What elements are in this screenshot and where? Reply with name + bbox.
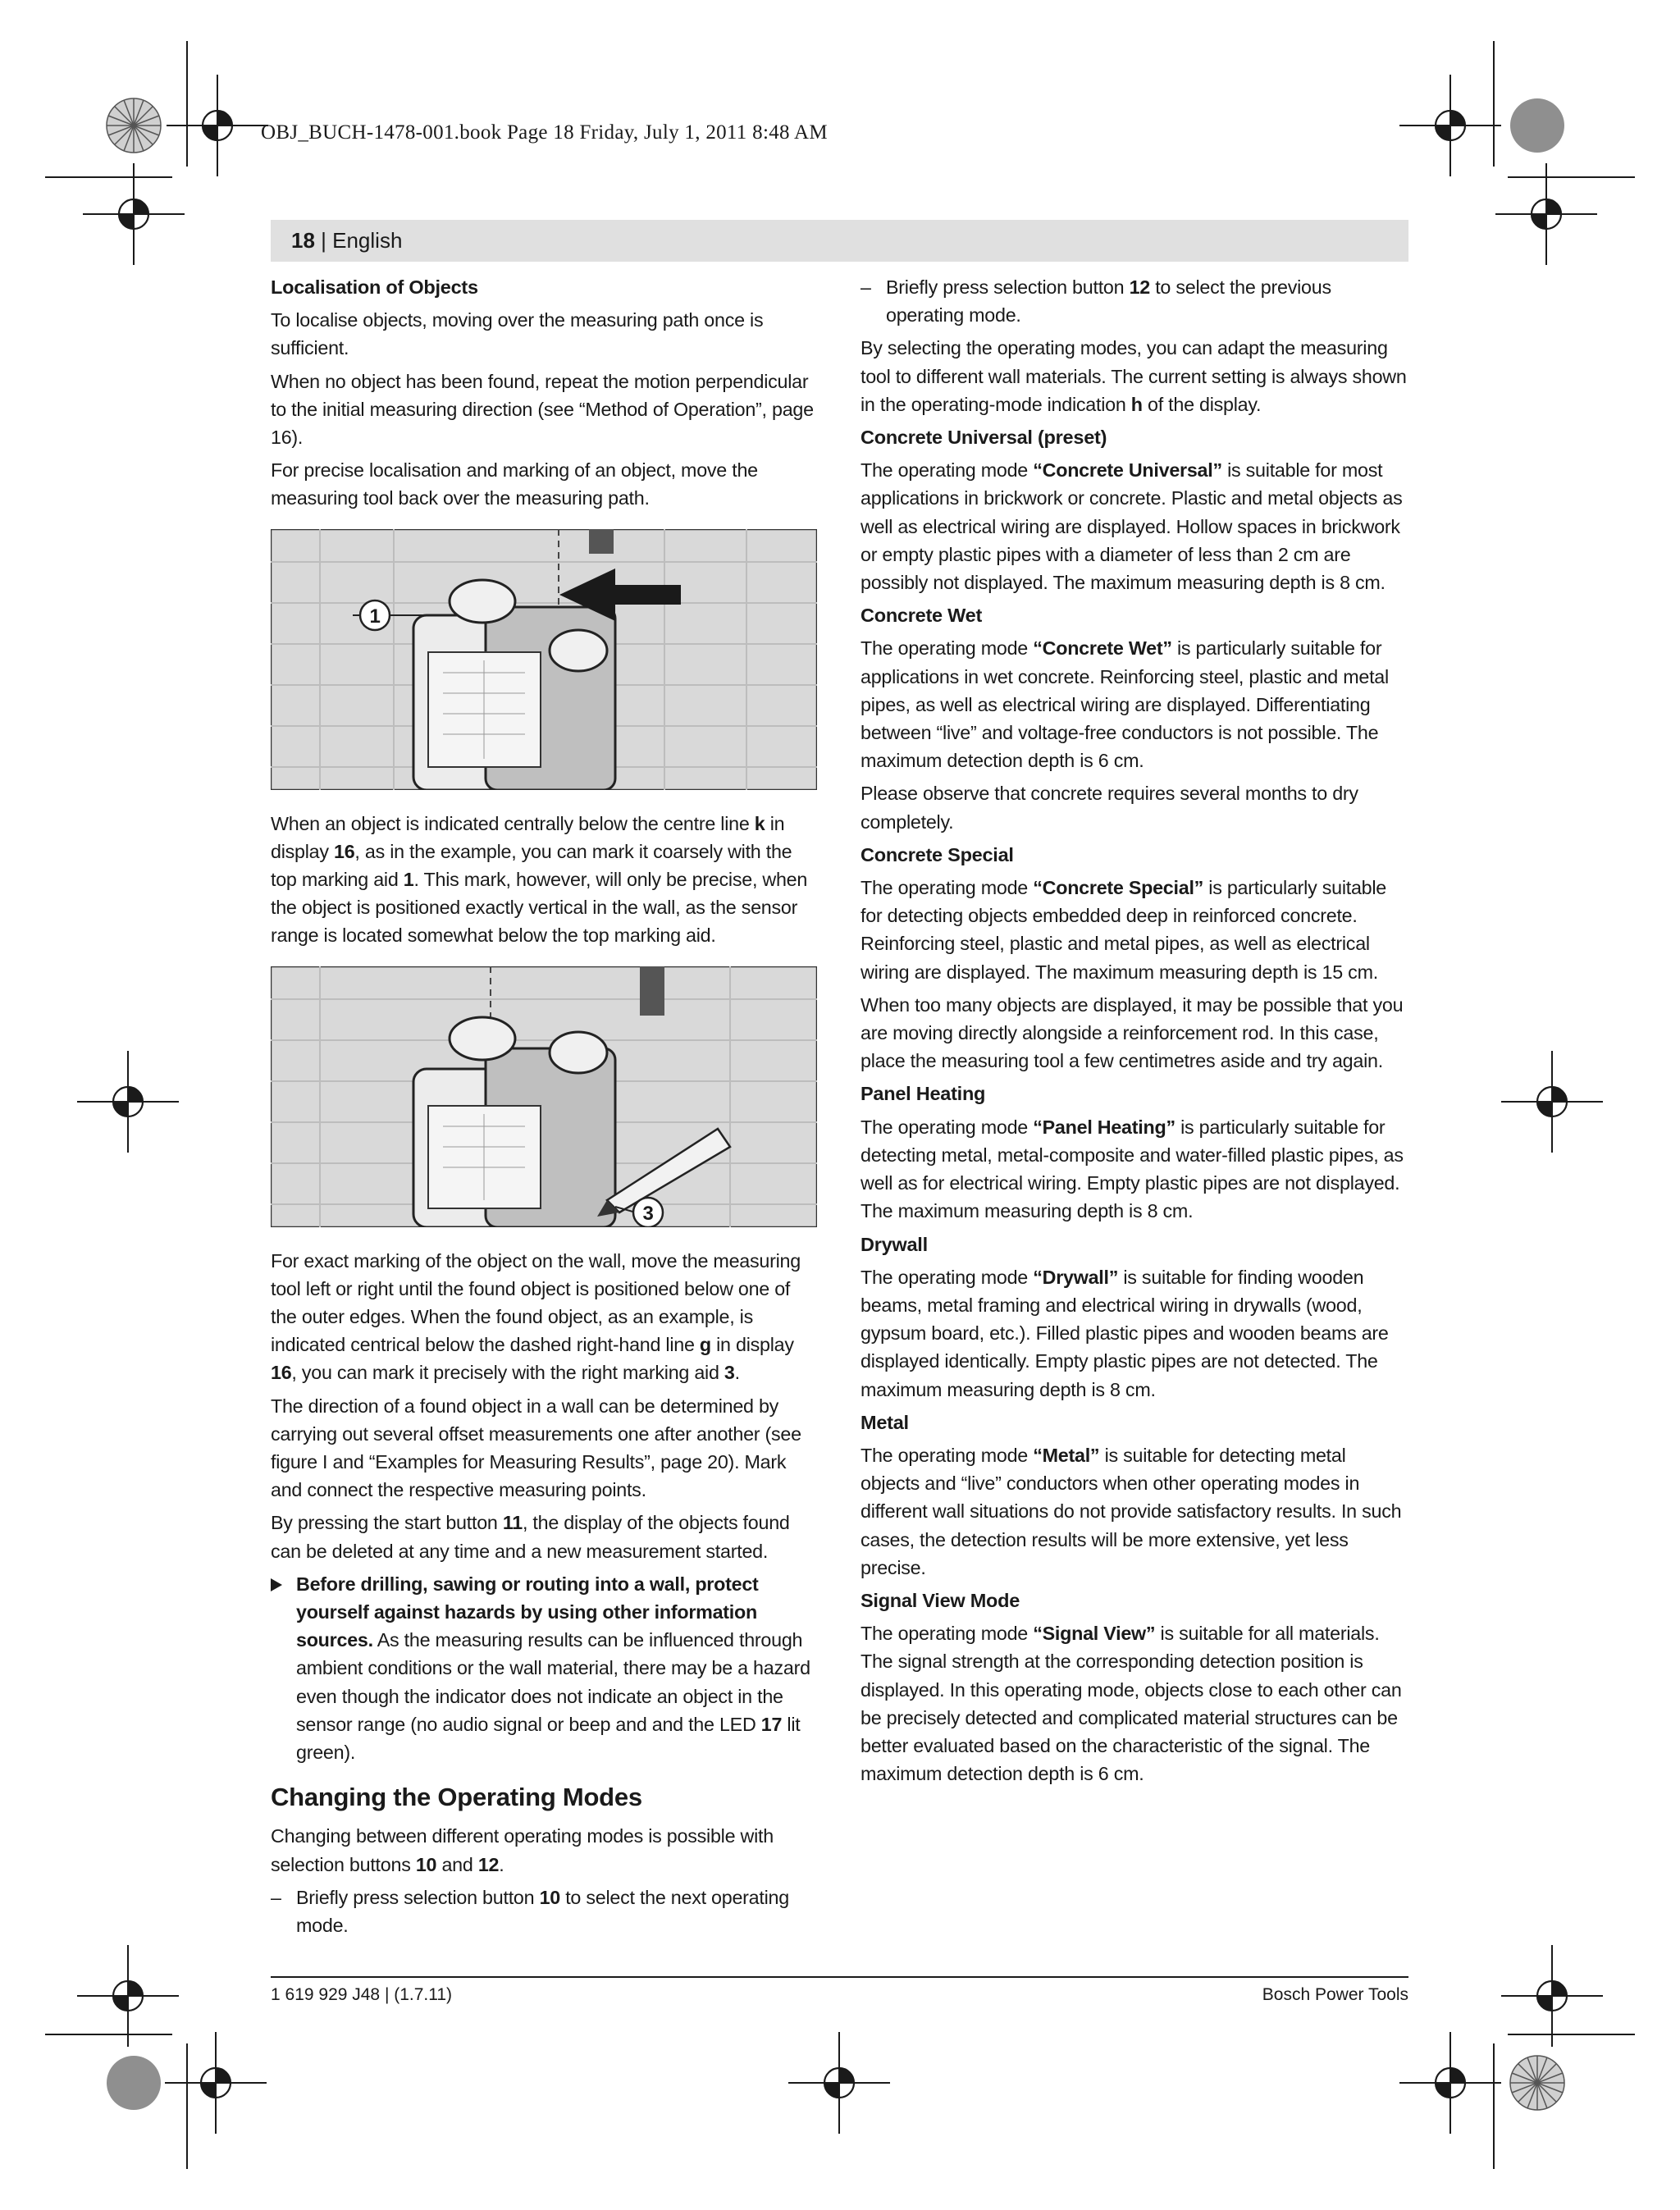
footer-rule	[271, 1976, 1408, 1978]
heading-concrete-wet: Concrete Wet	[861, 605, 983, 627]
paragraph: The operating mode “Drywall” is suitable for finding wooden beams, metal framing and electrical wiring in drywalls (wood, gypsum board, etc.). Filled plastic pipes and wooden beams are displayed identically. Empty plastic pipes are not detected. The maximum measuring depth is 8 cm.	[861, 1266, 1389, 1400]
paragraph: The operating mode “Concrete Universal” is suitable for most applications in brickwork or concrete. Plastic and metal objects as well as electrical wiring are displayed. Hollow spaces in brickwork or empty plastic pipes with a diameter of less than 2 cm are possibly not displayed. The maximum measuring depth is 8 cm.	[861, 459, 1403, 594]
heading-concrete-special: Concrete Special	[861, 843, 1014, 865]
list-item: – Briefly press selection button 10 to select the next operating mode.	[271, 1884, 819, 1939]
dash-marker: –	[861, 276, 871, 298]
heading-concrete-universal: Concrete Universal (preset)	[861, 427, 1107, 449]
paragraph: To localise objects, moving over the measuring path once is sufficient.	[271, 309, 764, 359]
paragraph: The operating mode “Metal” is suitable for detecting metal objects and “live” conductors when other operating modes in different wall situations do not provide satisfactory results. In such cases, the detection results will be more extensive, yet less precise.	[861, 1444, 1402, 1578]
paragraph: By pressing the start button 11, the display of the objects found can be deleted at any time and a new measurement started.	[271, 1512, 790, 1562]
figure-callout-3: 3	[642, 1202, 654, 1225]
paragraph: For precise localisation and marking of an object, move the measuring tool back over the measuring path.	[271, 459, 758, 509]
paragraph: When too many objects are displayed, it may be possible that you are moving directly alongside a reinforcement rod. In this case, place the measuring tool a few centimetres aside and try again.	[861, 993, 1404, 1072]
paragraph: The direction of a found object in a wall can be determined by carrying out several offset measurements one after another (see figure I and “Examples for Measuring Results”, page 20). Mark and connect the respective measuring points.	[271, 1395, 801, 1501]
paragraph: When an object is indicated centrally below the centre line k in display 16, as in the example, you can mark it coarsely with the top marking aid 1. This mark, however, will only be precise, when the object is positioned exactly vertical in the wall, as the sensor range is located somewhat below the top marking aid.	[271, 812, 808, 947]
figure-top-marking-aid	[271, 529, 817, 790]
right-column	[861, 273, 1408, 1792]
figure-right-marking-aid	[271, 966, 817, 1227]
paragraph: By selecting the operating modes, you can adapt the measuring tool to different wall materials. The current setting is always shown in the operating-mode indication h of the display.	[861, 337, 1407, 415]
heading-panel-heating: Panel Heating	[861, 1083, 986, 1105]
heading-metal: Metal	[861, 1411, 909, 1433]
paragraph: The operating mode “Concrete Wet” is particularly suitable for applications in wet concrete. Reinforcing steel, plastic and metal pipes, as well as electrical wiring are displayed. Differentiating between “live” and voltage-free conductors is not possible. The maximum detection depth is 6 cm.	[861, 637, 1389, 772]
print-slug: OBJ_BUCH-1478-001.book Page 18 Friday, July 1, 2011 8:48 AM	[261, 121, 828, 144]
paragraph: When no object has been found, repeat the motion perpendicular to the initial measuring direction (see “Method of Operation”, page 16).	[271, 370, 814, 449]
heading-localisation: Localisation of Objects	[271, 276, 478, 298]
warning-triangle-icon	[271, 1578, 282, 1591]
footer-brand: Bosch Power Tools	[1262, 1985, 1408, 2004]
paragraph: The operating mode “Signal View” is suitable for all materials. The signal strength at the corresponding detection position is displayed. In this operating mode, objects close to each other can be precisely detected and complicated material structures can be better evaluated based on the characteristic of the signal. The maximum detection depth is 6 cm.	[861, 1623, 1402, 1785]
paragraph: The operating mode “Panel Heating” is particularly suitable for detecting metal, metal-composite and water-filled plastic pipes, as well as for electrical wiring. Empty plastic pipes are not displayed. The maximum measuring depth is 8 cm.	[861, 1116, 1404, 1222]
page-header	[271, 220, 1408, 262]
paragraph: Changing between different operating modes is possible with selection buttons 10 and 12.	[271, 1825, 774, 1875]
dash-marker: –	[271, 1886, 281, 1908]
page-number: 18	[291, 228, 315, 253]
paragraph: For exact marking of the object on the wall, move the measuring tool left or right until the found object is positioned below one of the outer edges. When the found object, as an example, is indicated centrical below the dashed right-hand line g in display 16, you can mark it precisely with the right marking aid 3.	[271, 1249, 801, 1384]
figure-callout-1: 1	[369, 605, 381, 628]
header-separator: |	[314, 228, 333, 253]
paragraph: Please observe that concrete requires several months to dry completely.	[861, 783, 1358, 833]
heading-drywall: Drywall	[861, 1233, 928, 1255]
page-number-line	[291, 228, 402, 253]
list-item: – Briefly press selection button 12 to select the previous operating mode.	[861, 273, 1408, 329]
heading-signal-view: Signal View Mode	[861, 1589, 1020, 1611]
header-language: English	[332, 228, 403, 253]
footer-doc-number: 1 619 929 J48 | (1.7.11)	[271, 1985, 453, 2004]
heading-changing-modes: Changing the Operating Modes	[271, 1783, 642, 1812]
left-column	[271, 273, 819, 1944]
paragraph: The operating mode “Concrete Special” is particularly suitable for detecting objects embedded deep in reinforced concrete. Reinforcing steel, plastic and metal pipes, as well as electrical wiring are displayed. The maximum measuring depth is 15 cm.	[861, 877, 1387, 983]
safety-warning: Before drilling, sawing or routing into a wall, protect yourself against hazards by using other information sources. As the measuring results can be influenced through ambient conditions or the wall material, there may be a hazard even though the indicator does not indicate an object in the sensor range (no audio signal or beep and and the LED 17 lit green).	[271, 1570, 819, 1766]
